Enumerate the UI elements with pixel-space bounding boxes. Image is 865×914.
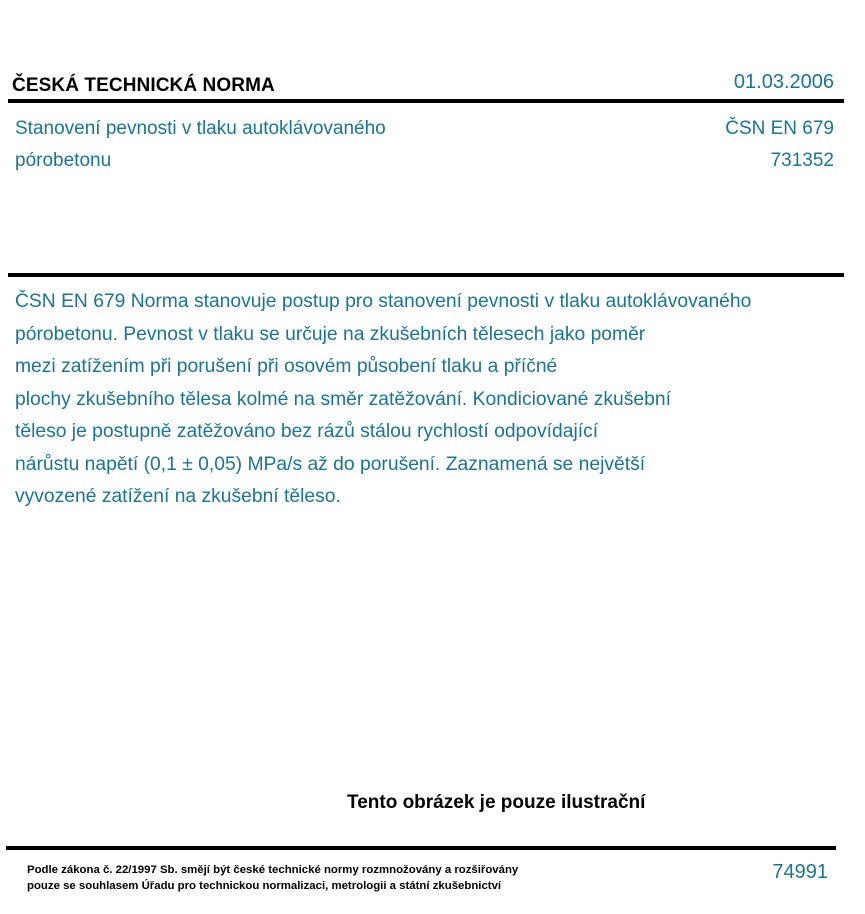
legal-notice-line: Podle zákona č. 22/1997 Sb. smějí být české technické normy rozmnožovány a rozšiřovány — [27, 864, 519, 876]
abstract-text — [15, 286, 843, 514]
standard-title-line-1: Stanovení pevnosti v tlaku autoklávovaného — [15, 118, 386, 139]
legal-notice — [27, 862, 518, 894]
norm-heading: ČESKÁ TECHNICKÁ NORMA — [12, 75, 275, 96]
abstract-line: nárůstu napětí (0,1 ± 0,05) MPa/s až do porušení. Zaznamená se největší — [15, 453, 646, 475]
abstract-line: mezi zatížením při porušení při osovém působení tlaku a příčné — [15, 356, 558, 377]
standard-title-line-2: pórobetonu — [15, 150, 112, 171]
illustration-notice: Tento obrázek je pouze ilustrační — [347, 792, 646, 813]
abstract-line: plochy zkušebního tělesa kolmé na směr zatěžování. Kondiciované zkušební — [15, 388, 671, 410]
issue-date: 01.03.2006 — [733, 71, 834, 93]
header-divider — [8, 99, 844, 103]
legal-notice-line: pouze se souhlasem Úřadu pro technickou normalizaci, metrologii a státní zkušebnictví — [27, 880, 502, 892]
standard-code: ČSN EN 679 — [725, 118, 834, 139]
footer-divider — [6, 846, 836, 850]
abstract-line: vyvozené zatížení na zkušební těleso. — [15, 486, 341, 507]
abstract-line: pórobetonu. Pevnost v tlaku se určuje na zkušebních tělesech jako poměr — [15, 323, 646, 345]
class-number: 731352 — [770, 150, 834, 171]
abstract-line: těleso je postupně zatěžováno bez rázů stálou rychlostí odpovídající — [15, 421, 599, 442]
abstract-line: ČSN EN 679 Norma stanovuje postup pro stanovení pevnosti v tlaku autoklávovaného — [15, 291, 752, 312]
document-number: 74991 — [772, 861, 828, 883]
section-divider — [8, 273, 844, 277]
